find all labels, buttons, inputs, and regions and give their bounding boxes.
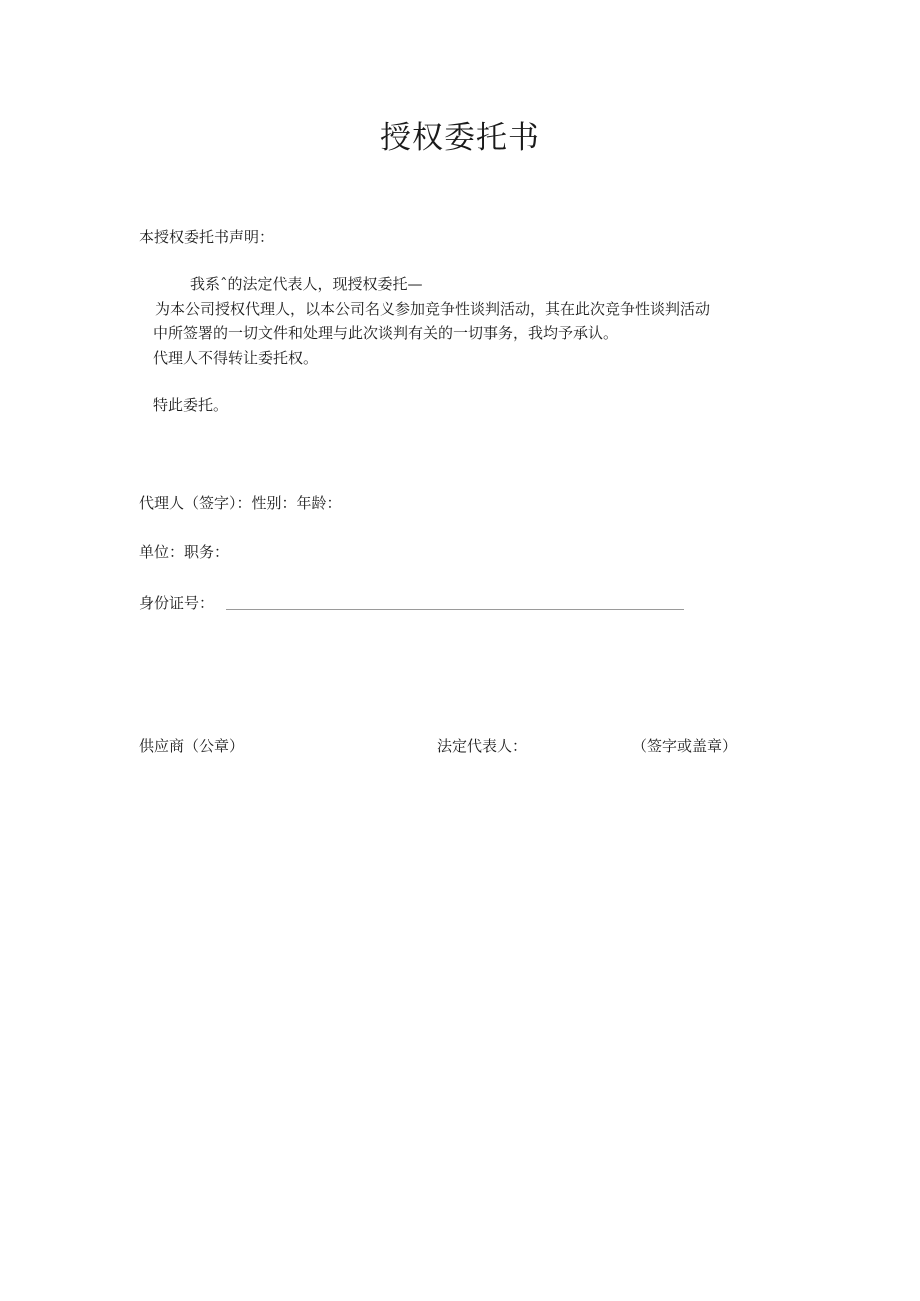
intro-text: 本授权委托书声明： <box>139 228 275 246</box>
sign-or-seal-label: （签字或盖章） <box>632 737 738 755</box>
body-line-4: 代理人不得转让委托权。 <box>153 349 319 367</box>
body-line-2: 为本公司授权代理人，以本公司名义参加竞争性谈判活动，其在此次竞争性谈判活动 <box>155 300 711 318</box>
agent-sign-field: 代理人（签字）：性别：年龄： <box>139 494 342 512</box>
legal-rep-label: 法定代表人： <box>437 737 528 755</box>
closing-text: 特此委托。 <box>153 396 229 414</box>
unit-position-field: 单位：职务： <box>139 543 230 561</box>
supplier-seal-label: 供应商（公章） <box>139 737 245 755</box>
body-line-3: 中所签署的一切文件和处理与此次谈判有关的一切事务，我均予承认。 <box>153 324 619 342</box>
body-line-1: 我系ˆ的法定代表人，现授权委托— <box>190 275 423 293</box>
id-number-line <box>226 609 684 610</box>
document-title: 授权委托书 <box>380 120 540 156</box>
id-number-label: 身份证号： <box>139 594 215 612</box>
